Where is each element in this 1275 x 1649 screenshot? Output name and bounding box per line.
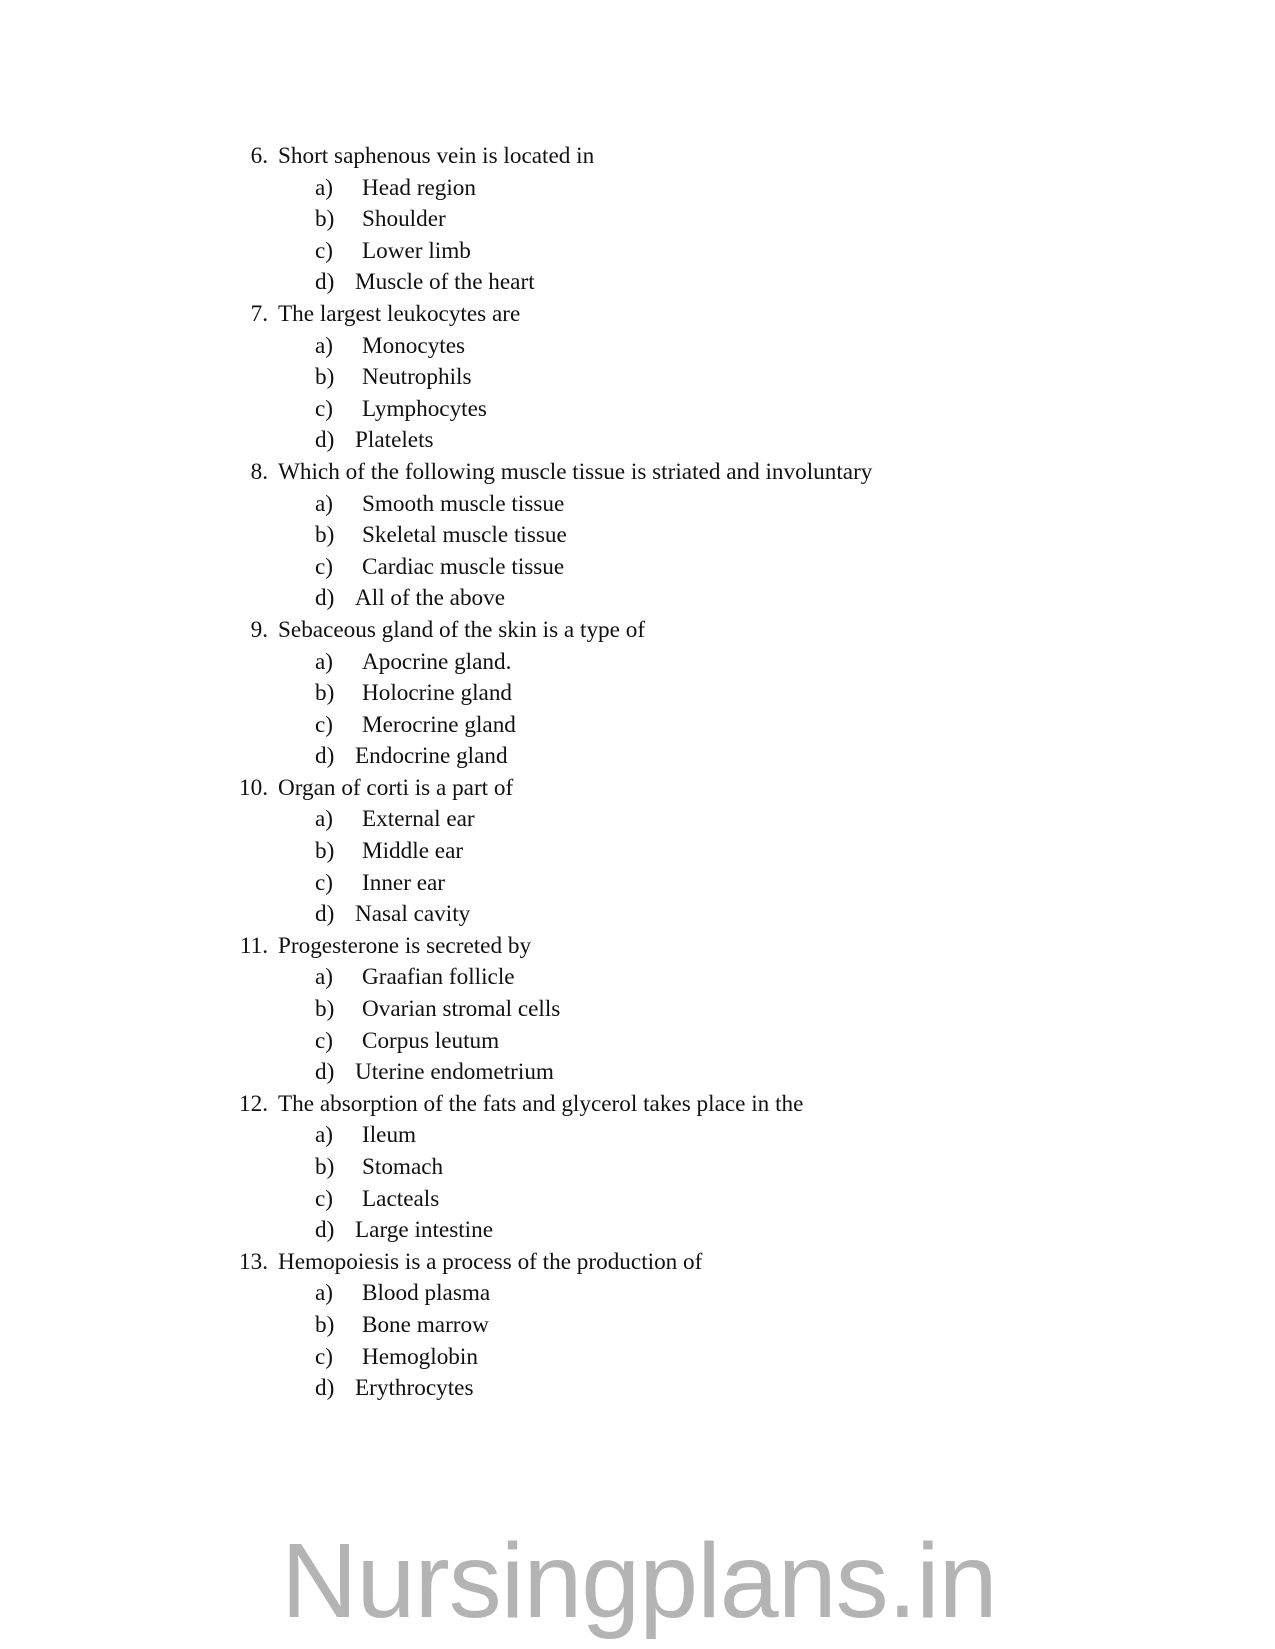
answer-option[interactable] [238,1120,1198,1152]
option-marker: a) [315,806,334,833]
question-number: 7. [250,300,268,327]
answer-option[interactable] [238,520,1198,552]
question-text: Which of the following muscle tissue is striated and involuntary [278,458,873,485]
answer-option[interactable] [238,583,1198,615]
answer-option[interactable] [238,552,1198,584]
question-block [238,141,1198,299]
answer-option[interactable] [238,267,1198,299]
option-text: Skeletal muscle tissue [362,522,567,549]
option-text: Bone marrow [362,1311,489,1338]
answer-option[interactable] [238,1310,1198,1342]
option-marker: a) [315,648,334,675]
option-text: Lower limb [362,237,471,264]
answer-option[interactable] [238,1215,1198,1247]
question-text: Short saphenous vein is located in [278,143,595,169]
option-text: Cardiac muscle tissue [362,553,565,580]
question-list [238,141,1198,1405]
option-marker: a) [315,332,334,359]
question-row [238,1247,1198,1279]
option-text: Graafian follicle [362,964,515,991]
option-marker: c) [315,869,334,896]
option-marker: d) [315,1375,335,1402]
question-text: The absorption of the fats and glycerol takes place in the [278,1090,804,1117]
option-text: Endocrine gland [355,743,508,770]
question-number: 8. [250,458,268,485]
option-marker: b) [315,838,335,865]
option-text: Uterine endometrium [355,1059,554,1086]
question-text: The largest leukocytes are [278,300,521,327]
option-text: Lymphocytes [362,395,487,422]
option-text: Blood plasma [362,1280,491,1307]
answer-option[interactable] [238,394,1198,426]
question-block [238,931,1198,1089]
question-row [238,615,1198,647]
option-text: External ear [362,806,475,833]
option-text: Monocytes [362,332,466,359]
option-marker: d) [315,269,335,296]
question-text: Organ of corti is a part of [278,774,514,801]
answer-option[interactable] [238,1184,1198,1216]
answer-option[interactable] [238,1057,1198,1089]
option-marker: a) [315,964,334,991]
option-text: Shoulder [362,206,446,233]
option-marker: c) [315,711,334,738]
answer-option[interactable] [238,489,1198,521]
question-block [238,457,1198,615]
option-text: Hemoglobin [362,1343,478,1370]
option-text: Inner ear [362,869,446,896]
option-marker: b) [315,996,335,1023]
question-block [238,1089,1198,1247]
question-row [238,773,1198,805]
option-marker: a) [315,1280,334,1307]
option-marker: b) [315,522,335,549]
option-text: Erythrocytes [355,1375,474,1402]
option-text: Middle ear [362,838,464,865]
site-watermark: Nursingplans.in [281,1522,997,1640]
option-text: Large intestine [355,1217,494,1244]
question-text: Sebaceous gland of the skin is a type of [278,616,646,643]
option-text: Lacteals [362,1185,440,1212]
option-marker: b) [315,364,335,391]
option-marker: c) [315,553,334,580]
question-number: 11. [239,932,268,959]
answer-option[interactable] [238,1342,1198,1374]
question-block [238,299,1198,457]
answer-option[interactable] [238,868,1198,900]
option-marker: b) [315,206,335,233]
option-text: Corpus leutum [362,1027,500,1054]
option-marker: b) [315,1154,335,1180]
option-marker: a) [315,490,334,517]
option-marker: d) [315,427,335,454]
answer-option[interactable] [238,962,1198,994]
answer-option[interactable] [238,1278,1198,1310]
answer-option[interactable] [238,804,1198,836]
option-text: Ileum [362,1122,417,1149]
answer-option[interactable] [238,899,1198,931]
answer-option[interactable] [238,710,1198,742]
option-text: Holocrine gland [362,680,513,707]
answer-option[interactable] [238,236,1198,268]
option-text: Stomach [362,1154,444,1180]
option-text: Nasal cavity [355,901,471,928]
option-marker: a) [315,174,334,201]
answer-option[interactable] [238,331,1198,363]
question-number: 10. [239,774,268,801]
answer-option[interactable] [238,1026,1198,1058]
answer-option[interactable] [238,204,1198,236]
answer-option[interactable] [238,1152,1198,1184]
answer-option[interactable] [238,741,1198,773]
option-text: All of the above [355,585,506,612]
option-marker: d) [315,901,335,928]
question-text: Progesterone is secreted by [278,932,532,959]
option-marker: d) [315,585,335,612]
question-number: 9. [250,616,268,643]
question-row [238,1089,1198,1121]
option-marker: b) [315,680,335,707]
question-number: 6. [250,143,268,169]
question-block [238,1247,1198,1405]
option-marker: d) [315,1217,335,1244]
question-block [238,615,1198,773]
question-row [238,141,1198,173]
answer-option[interactable] [238,678,1198,710]
answer-option[interactable] [238,647,1198,679]
option-marker: c) [315,1185,334,1212]
option-marker: c) [315,237,334,264]
question-number: 12. [239,1090,268,1117]
answer-option[interactable] [238,994,1198,1026]
option-text: Smooth muscle tissue [362,490,565,517]
option-marker: c) [315,1343,334,1370]
option-marker: d) [315,1059,335,1086]
option-marker: c) [315,395,334,422]
answer-option[interactable] [238,836,1198,868]
option-marker: d) [315,743,335,770]
question-row [238,931,1198,963]
option-text: Apocrine gland. [362,648,512,675]
answer-option[interactable] [238,362,1198,394]
answer-option[interactable] [238,173,1198,205]
option-text: Neutrophils [362,364,472,391]
option-text: Merocrine gland [362,711,516,738]
answer-option[interactable] [238,425,1198,457]
option-marker: b) [315,1311,335,1338]
question-text: Hemopoiesis is a process of the production of [278,1248,703,1275]
question-row [238,299,1198,331]
question-block [238,773,1198,931]
option-text: Head region [362,174,476,201]
option-marker: a) [315,1122,334,1149]
option-marker: c) [315,1027,334,1054]
question-row [238,457,1198,489]
option-text: Muscle of the heart [355,269,535,296]
answer-option[interactable] [238,1373,1198,1405]
option-text: Ovarian stromal cells [362,996,561,1023]
option-text: Platelets [355,427,434,454]
question-number: 13. [239,1248,268,1275]
